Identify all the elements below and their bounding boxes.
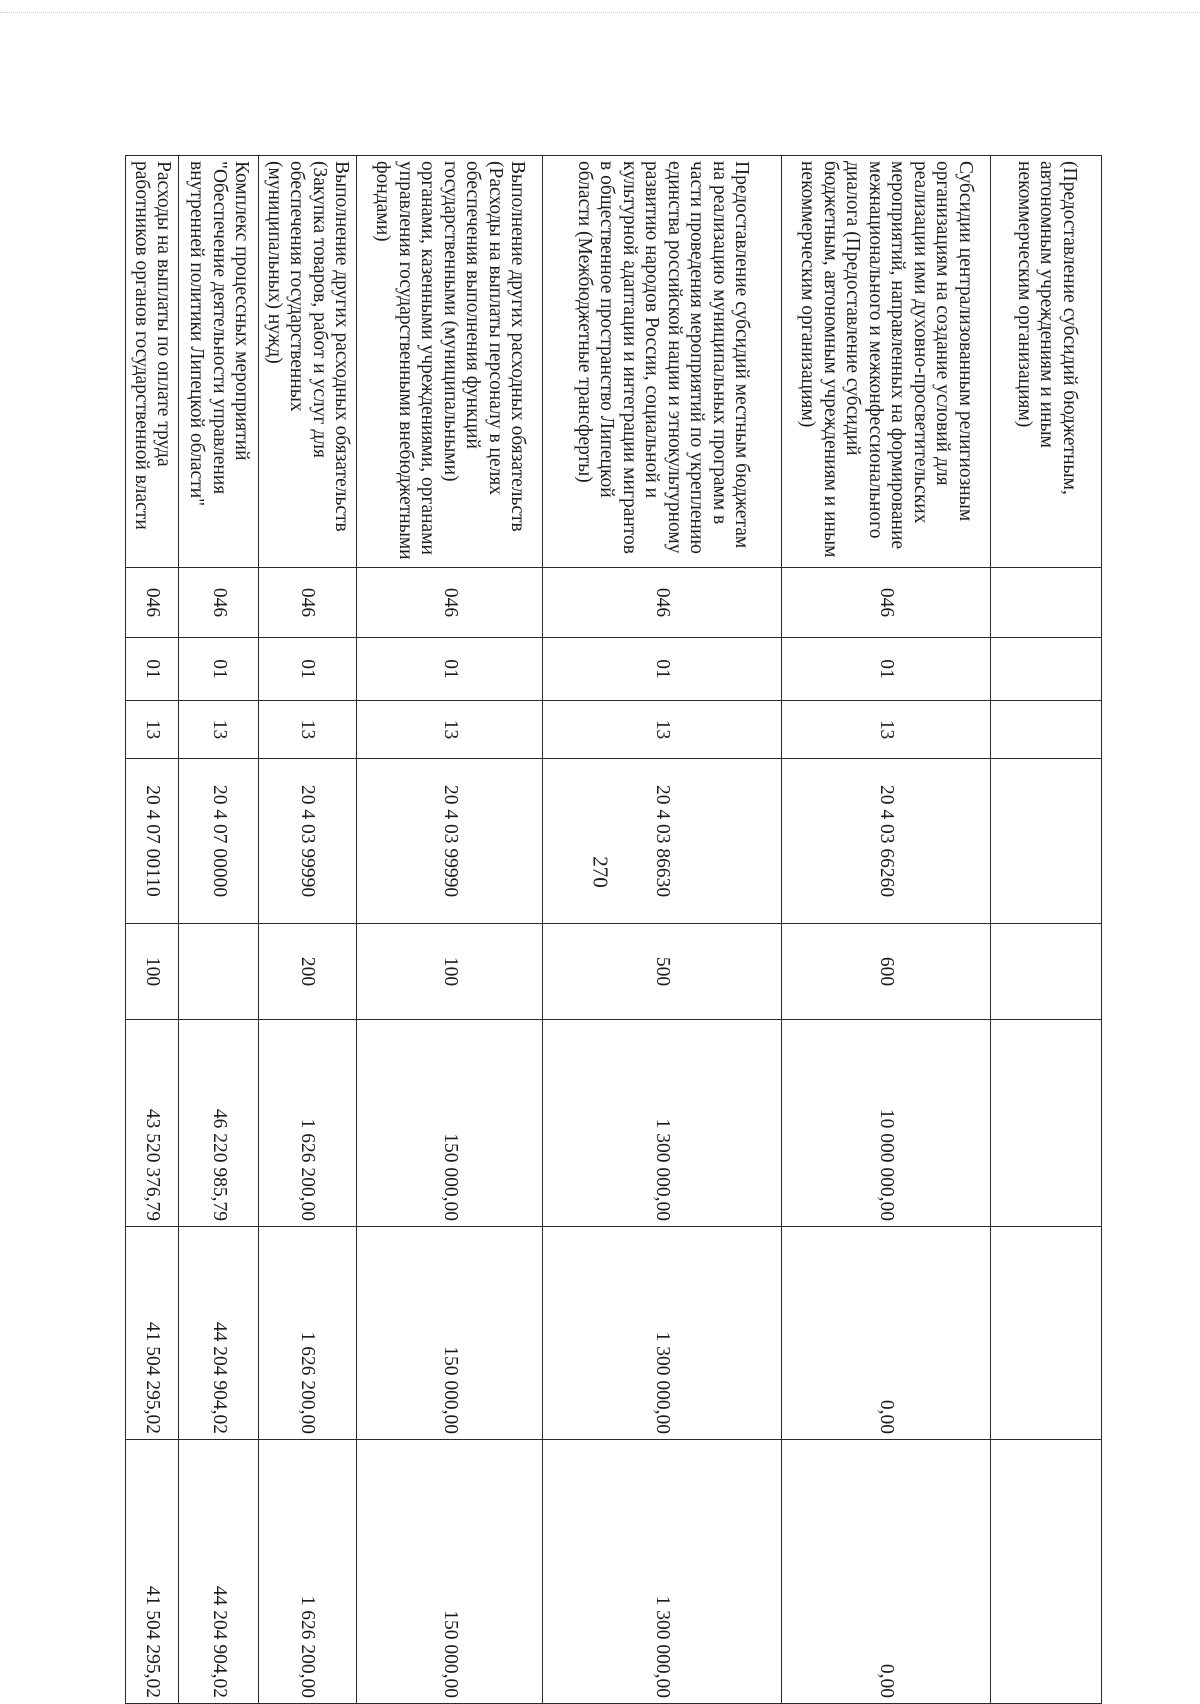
- amount-2-cell: 1 626 200,00: [258, 1227, 356, 1440]
- amount-2-cell: 150 000,00: [356, 1227, 543, 1440]
- pr-cell: 13: [781, 701, 990, 759]
- ved-cell: 046: [126, 568, 179, 638]
- csr-cell: [990, 759, 1101, 924]
- vr-cell: 100: [126, 924, 179, 1020]
- amount-3-cell: 0,00: [781, 1440, 990, 1704]
- row-name-cell: Предоставление субсидий местным бюджетам на реализацию муниципальных программ в части проведения мероприятий по укреплению единства российской нации и этнокультурному развитию народов России, социальной и культурной адаптации и интеграции мигрантов в общественное пространство Липецкой области (Межбюджетные трансферты): [543, 156, 781, 568]
- row-name-cell: (Предоставление субсидий бюджетным, автономным учреждениям и иным некоммерческим организациям): [990, 156, 1101, 568]
- vr-cell: 600: [781, 924, 990, 1020]
- amount-2-cell: 41 504 295,02: [126, 1227, 179, 1440]
- pr-cell: [990, 701, 1101, 759]
- ved-cell: 046: [356, 568, 543, 638]
- amount-2-cell: 0,00: [781, 1227, 990, 1440]
- row-name-cell: Выполнение других расходных обязательств (Закупка товаров, работ и услуг для обеспечения государственных (муниципальных) нужд): [258, 156, 356, 568]
- amount-3-cell: 150 000,00: [356, 1440, 543, 1704]
- scan-edge-line: [0, 12, 1200, 13]
- amount-1-cell: 43 520 376,79: [126, 1020, 179, 1227]
- csr-cell: 20 4 03 99990: [356, 759, 543, 924]
- amount-1-cell: 150 000,00: [356, 1020, 543, 1227]
- amount-2-cell: [990, 1227, 1101, 1440]
- rotated-table-wrapper: [125, 155, 1102, 1703]
- csr-cell: 20 4 03 86630: [543, 759, 781, 924]
- csr-cell: 20 4 07 00000: [178, 759, 258, 924]
- amount-2-cell: 1 300 000,00: [543, 1227, 781, 1440]
- rz-cell: 01: [356, 638, 543, 701]
- table-row: [178, 156, 258, 1704]
- rz-cell: 01: [126, 638, 179, 701]
- ved-cell: 046: [543, 568, 781, 638]
- amount-1-cell: 1 626 200,00: [258, 1020, 356, 1227]
- csr-cell: 20 4 07 00110: [126, 759, 179, 924]
- amount-1-cell: 46 220 985,79: [178, 1020, 258, 1227]
- budget-table: [125, 155, 1102, 1704]
- pr-cell: 13: [356, 701, 543, 759]
- amount-1-cell: 10 000 000,00: [781, 1020, 990, 1227]
- table-row: [990, 156, 1101, 1704]
- table-row: [543, 156, 781, 1704]
- amount-3-cell: 1 626 200,00: [258, 1440, 356, 1704]
- vr-cell: [178, 924, 258, 1020]
- vr-cell: 200: [258, 924, 356, 1020]
- rz-cell: 01: [258, 638, 356, 701]
- amount-2-cell: 44 204 904,02: [178, 1227, 258, 1440]
- vr-cell: 100: [356, 924, 543, 1020]
- row-name-cell: Выполнение других расходных обязательств (Расходы на выплаты персоналу в целях обеспечения выполнения функций государственными (муниципальными) органами, казенными учреждениями, органами управления государственными внебюджетными фондами): [356, 156, 543, 568]
- amount-3-cell: 1 300 000,00: [543, 1440, 781, 1704]
- amount-1-cell: 1 300 000,00: [543, 1020, 781, 1227]
- rz-cell: [990, 638, 1101, 701]
- csr-cell: 20 4 03 99990: [258, 759, 356, 924]
- amount-3-cell: 41 504 295,02: [126, 1440, 179, 1704]
- pr-cell: 13: [543, 701, 781, 759]
- row-name-cell: Субсидии централизованным религиозным организациям на создание условий для реализации ими духовно-просветительских мероприятий, направленных на формирование межнационального и межконфессионального диалога (Предоставление субсидий бюджетным, автономным учреждениям и иным некоммерческим организациям): [781, 156, 990, 568]
- row-name-cell: Комплекс процессных мероприятий "Обеспечение деятельности управления внутренней политики Липецкой области": [178, 156, 258, 568]
- table-row: [781, 156, 990, 1704]
- table-row: [126, 156, 179, 1704]
- page-number: 270: [588, 856, 613, 888]
- rz-cell: 01: [178, 638, 258, 701]
- csr-cell: 20 4 03 66260: [781, 759, 990, 924]
- amount-3-cell: 44 204 904,02: [178, 1440, 258, 1704]
- table-row: [258, 156, 356, 1704]
- amount-3-cell: [990, 1440, 1101, 1704]
- amount-1-cell: [990, 1020, 1101, 1227]
- ved-cell: 046: [781, 568, 990, 638]
- ved-cell: 046: [258, 568, 356, 638]
- row-name-cell: Расходы на выплаты по оплате труда работников органов государственной власти: [126, 156, 179, 568]
- vr-cell: [990, 924, 1101, 1020]
- rz-cell: 01: [543, 638, 781, 701]
- pr-cell: 13: [178, 701, 258, 759]
- pr-cell: 13: [126, 701, 179, 759]
- ved-cell: 046: [178, 568, 258, 638]
- pr-cell: 13: [258, 701, 356, 759]
- table-row: [356, 156, 543, 1704]
- vr-cell: 500: [543, 924, 781, 1020]
- ved-cell: [990, 568, 1101, 638]
- rz-cell: 01: [781, 638, 990, 701]
